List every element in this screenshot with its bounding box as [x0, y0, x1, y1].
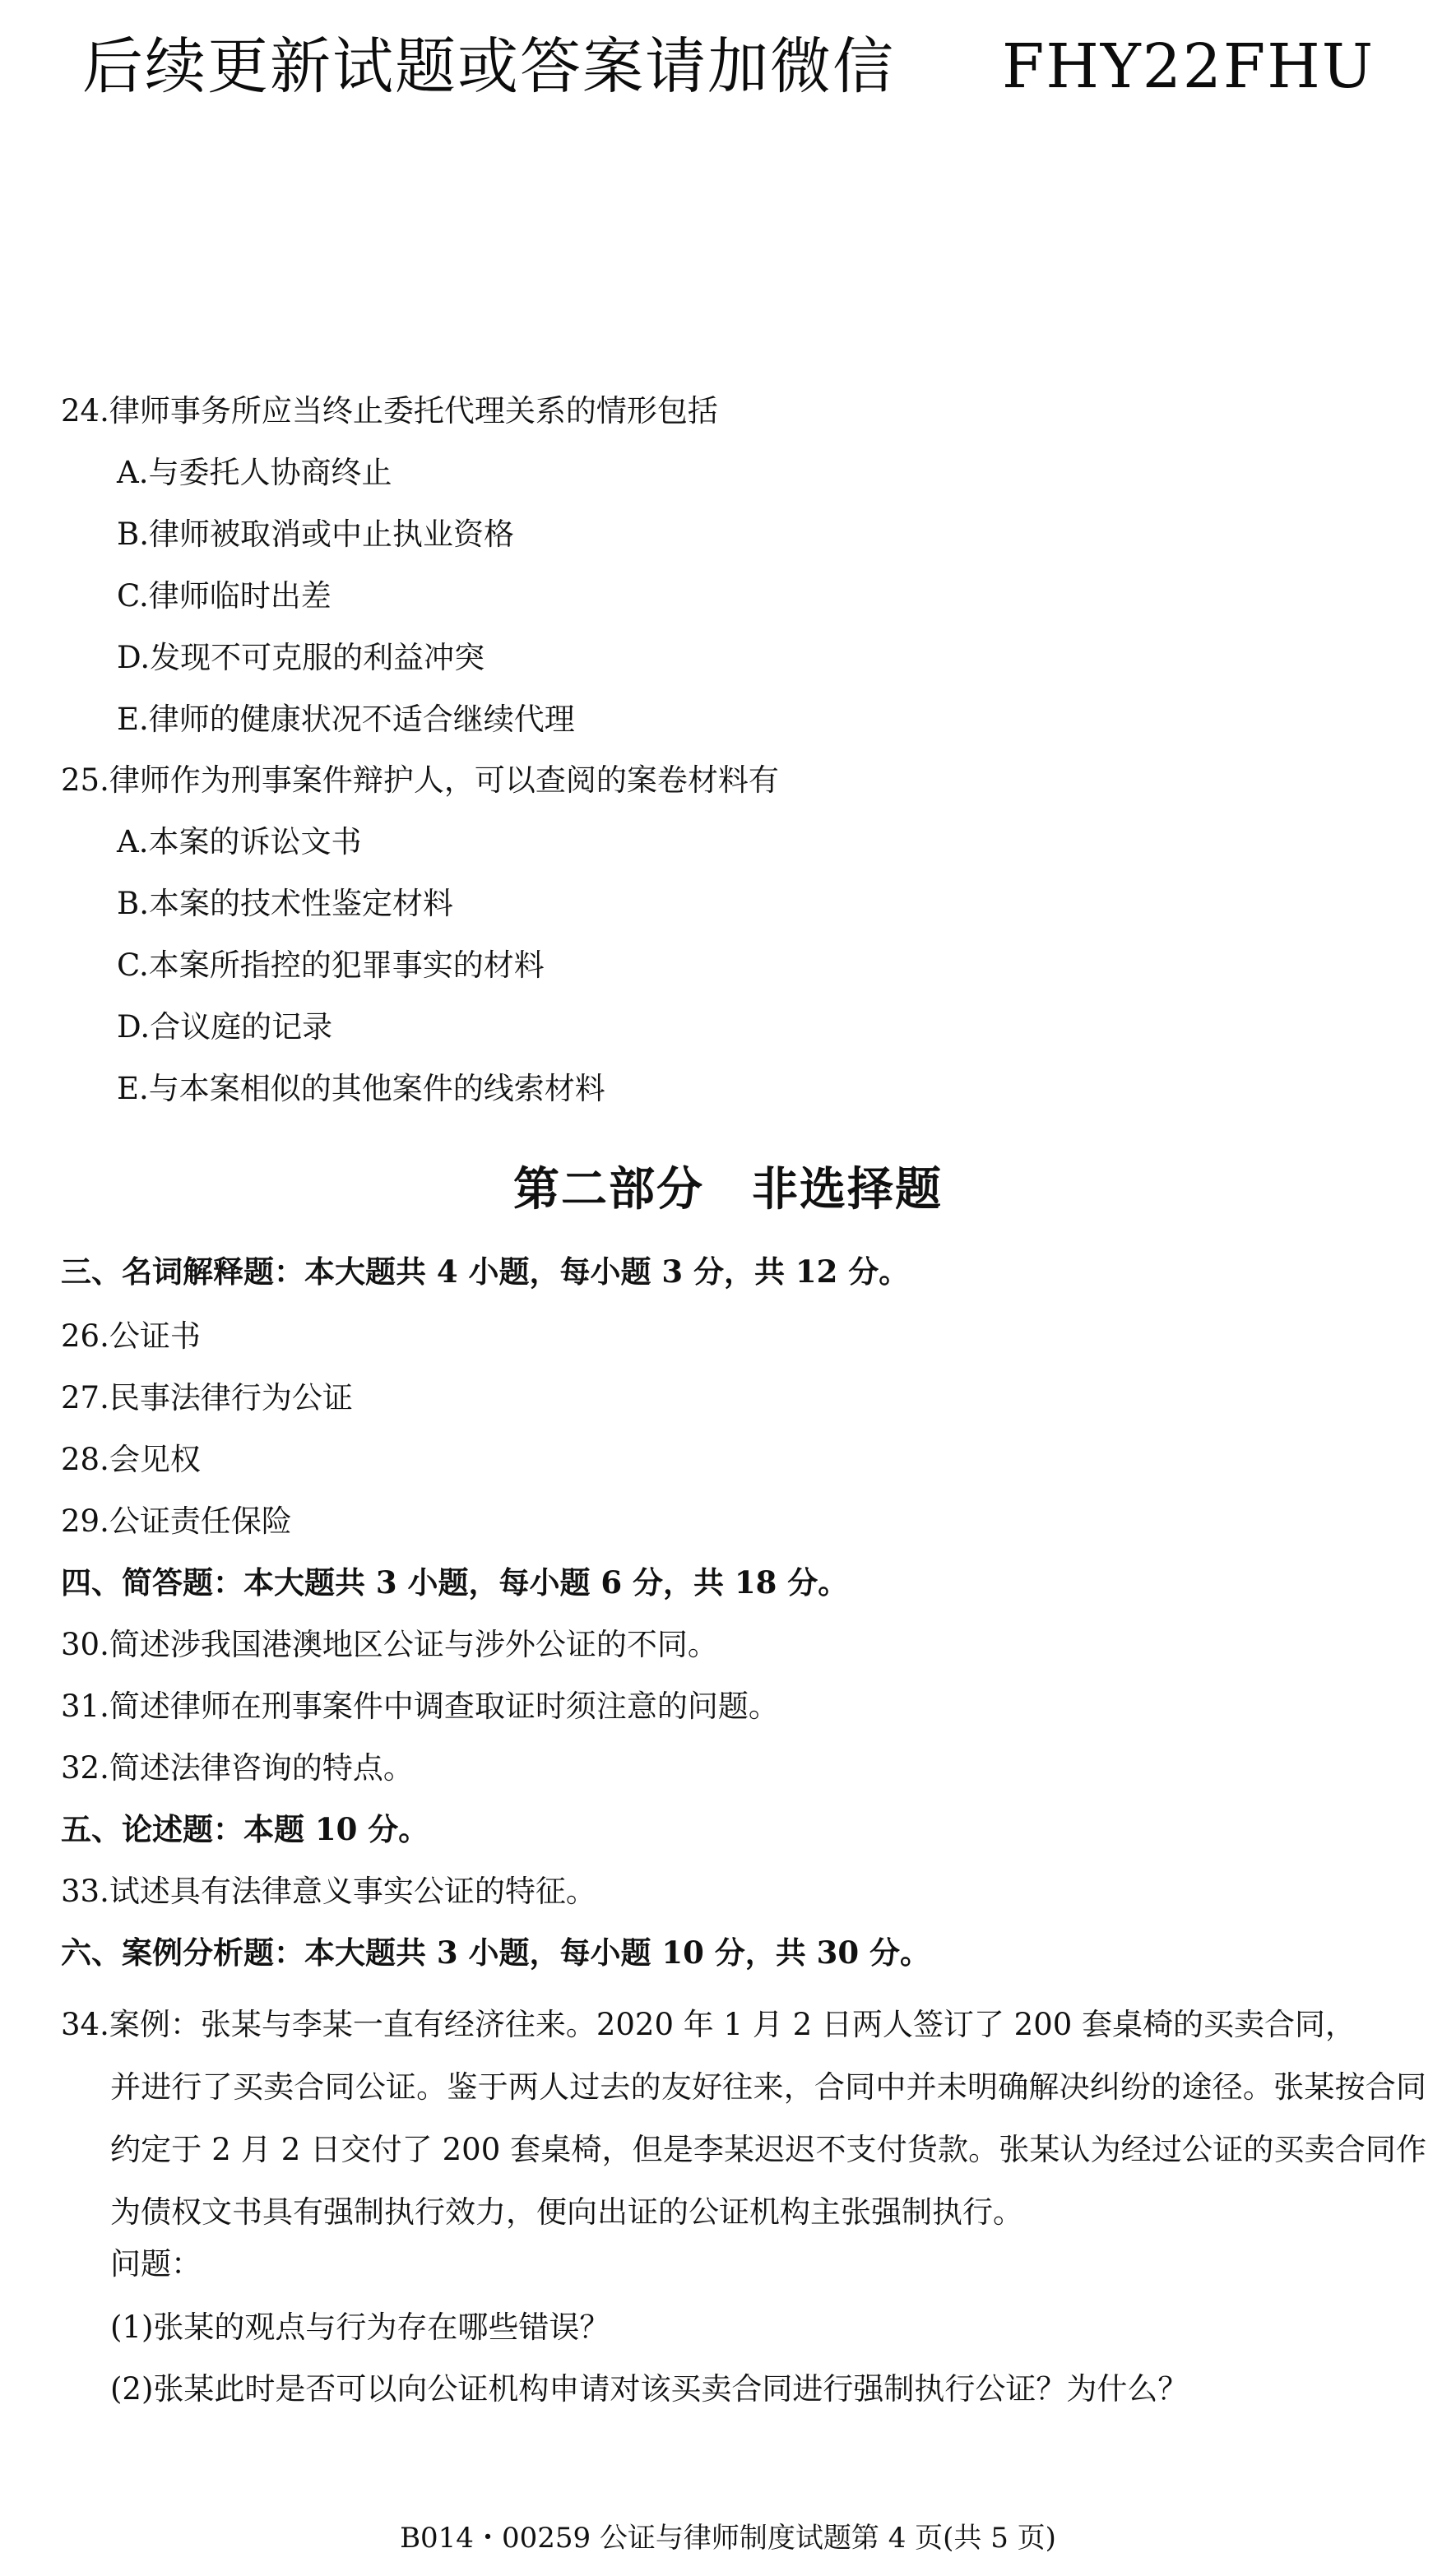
question-34-label: 问题： [110, 2246, 202, 2282]
question-25-stem: 25.律师作为刑事案件辩护人，可以查阅的案卷材料有 [61, 762, 779, 798]
question-24-option-e: E.律师的健康状况不适合继续代理 [117, 702, 575, 737]
question-24-option-d: D.发现不可克服的利益冲突 [117, 640, 485, 675]
question-27: 27.民事法律行为公证 [61, 1380, 353, 1415]
watermark-banner [82, 18, 1375, 105]
question-31: 31.简述律师在刑事案件中调查取证时须注意的问题。 [61, 1689, 779, 1724]
question-25-option-a: A.本案的诉讼文书 [117, 824, 362, 859]
watermark-text: 后续更新试题或答案请加微信 [82, 31, 895, 102]
watermark-code: FHY22FHU [1002, 31, 1375, 102]
question-34-case-body: 并进行了买卖合同公证。鉴于两人过去的友好往来，合同中并未明确解决纠纷的途径。张某按合同约定于 2 月 2 日交付了 200 套桌椅，但是李某迟迟不支付货款。张某认为经过公证的买卖合同作为债权文书具有强制执行效力，便向出证的公证机构主张强制执行。 [110, 2069, 1426, 2230]
section-3-heading: 三、名词解释题：本大题共 4 小题，每小题 3 分，共 12 分。 [61, 1253, 910, 1290]
question-30: 30.简述涉我国港澳地区公证与涉外公证的不同。 [61, 1627, 718, 1662]
section-6-heading: 六、案例分析题：本大题共 3 小题，每小题 10 分，共 30 分。 [61, 1934, 931, 1971]
section-4-heading: 四、简答题：本大题共 3 小题，每小题 6 分，共 18 分。 [61, 1564, 849, 1601]
question-28: 28.会见权 [61, 1442, 201, 1477]
question-34-sub-2: (2)张某此时是否可以向公证机构申请对该买卖合同进行强制执行公证？为什么？ [110, 2371, 1189, 2407]
question-34-sub-1: (1)张某的观点与行为存在哪些错误？ [110, 2310, 610, 2345]
question-25-option-e: E.与本案相似的其他案件的线索材料 [117, 1071, 605, 1106]
page-footer: B014・00259 公证与律师制度试题第 4 页(共 5 页) [400, 2522, 1056, 2555]
question-32: 32.简述法律咨询的特点。 [61, 1750, 414, 1786]
question-34-first-line: 34.案例：张某与李某一直有经济往来。2020 年 1 月 2 日两人签订了 200 套桌椅的买卖合同， [61, 2007, 1356, 2042]
question-25-option-d: D.合议庭的记录 [117, 1009, 333, 1045]
question-24-option-b: B.律师被取消或中止执业资格 [117, 517, 514, 552]
question-34-case [61, 1994, 1426, 2244]
section-5-heading: 五、论述题：本题 10 分。 [61, 1811, 429, 1847]
question-24-option-a: A.与委托人协商终止 [117, 455, 392, 490]
question-24-stem: 24.律师事务所应当终止委托代理关系的情形包括 [61, 393, 718, 429]
question-26: 26.公证书 [61, 1318, 201, 1354]
question-24-option-c: C.律师临时出差 [117, 578, 332, 614]
question-33: 33.试述具有法律意义事实公证的特征。 [61, 1874, 596, 1909]
question-29: 29.公证责任保险 [61, 1503, 292, 1539]
question-25-option-b: B.本案的技术性鉴定材料 [117, 886, 453, 921]
part-two-title: 第二部分 非选择题 [513, 1163, 943, 1216]
question-25-option-c: C.本案所指控的犯罪事实的材料 [117, 947, 545, 983]
